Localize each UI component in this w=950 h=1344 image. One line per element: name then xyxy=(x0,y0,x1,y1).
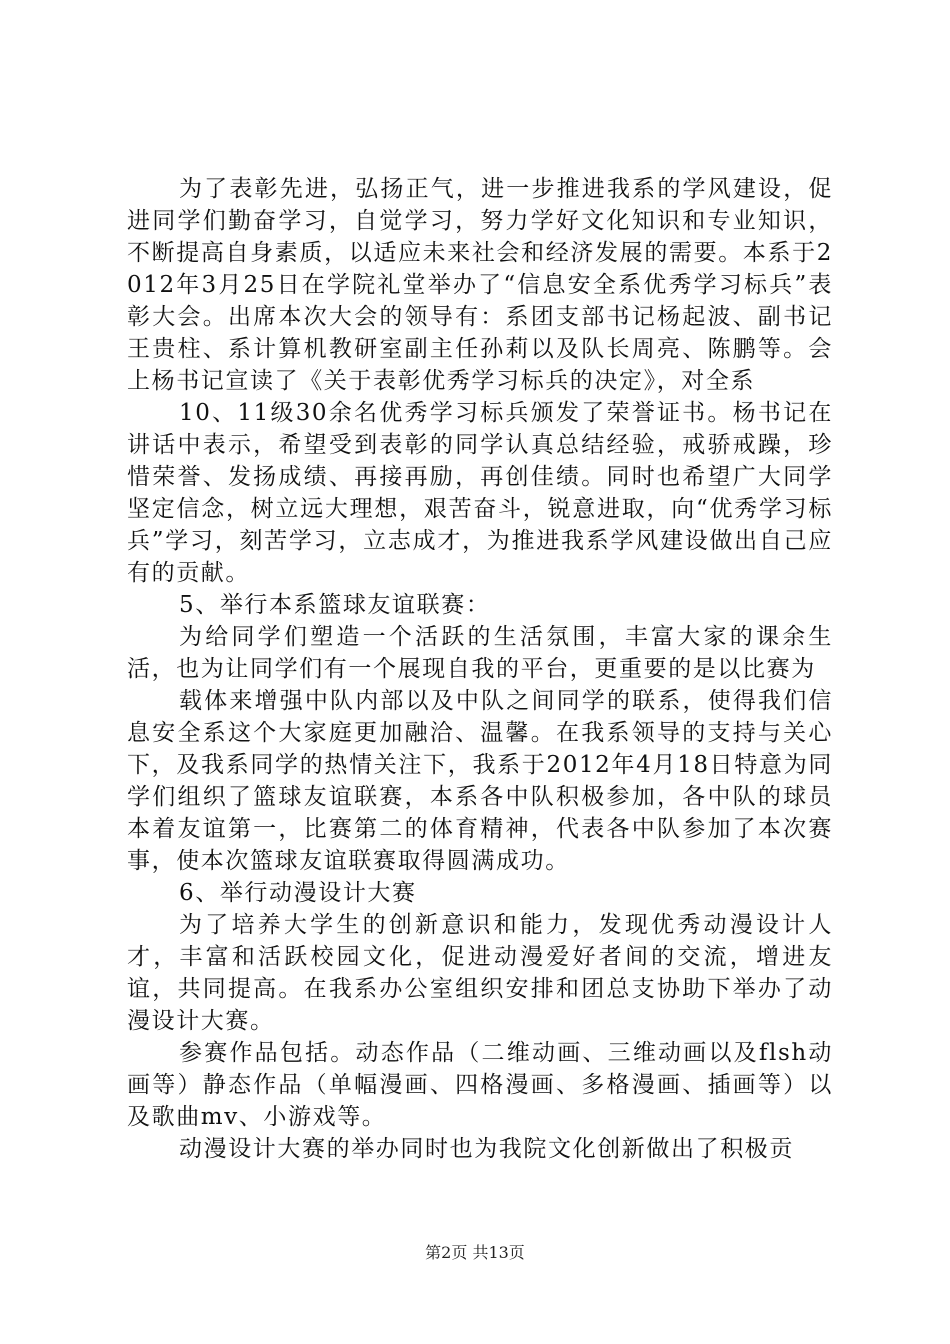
heading-animation-contest: 6、举行动漫设计大赛 xyxy=(179,880,417,906)
paragraph-commendation-certificates: 10、11级30余名优秀学习标兵颁发了荣誉证书。杨书记在讲话中表示，希望受到表彰的同学认真总结经验，戒骄戒躁，珍惜荣誉、发扬成绩、再接再励，再创佳绩。同时也希望广大同学坚定信念，树立远大理想，艰苦奋斗，锐意进取，向“优秀学习标兵”学习，刻苦学习，立志成才，为推进我系学风建设做出自己应有的贡献。 xyxy=(127,400,833,586)
paragraph-animation-contribution: 动漫设计大赛的举办同时也为我院文化创新做出了积极贡 xyxy=(179,1136,794,1162)
paragraph-animation-purpose: 为了培养大学生的创新意识和能力，发现优秀动漫设计人才，丰富和活跃校园文化，促进动漫爱好者间的交流，增进友谊，共同提高。在我系办公室组织安排和团总支协助下举办了动漫设计大赛。 xyxy=(127,912,833,1034)
paragraph-basketball-details: 载体来增强中队内部以及中队之间同学的联系，使得我们信息安全系这个大家庭更加融洽、温馨。在我系领导的支持与关心下，及我系同学的热情关注下，我系于2012年4月18日特意为同学们组织了篮球友谊联赛，本系各中队积极参加，各中队的球员本着友谊第一，比赛第二的体育精神，代表各中队参加了本次赛事，使本次篮球友谊联赛取得圆满成功。 xyxy=(127,688,833,874)
paragraph-animation-entries: 参赛作品包括。动态作品（二维动画、三维动画以及flsh动画等）静态作品（单幅漫画、四格漫画、多格漫画、插画等）以及歌曲mv、小游戏等。 xyxy=(127,1040,833,1130)
paragraph-commendation-intro: 为了表彰先进，弘扬正气，进一步推进我系的学风建设，促进同学们勤奋学习，自觉学习，努力学好文化知识和专业知识，不断提高自身素质，以适应未来社会和经济发展的需要。本系于2012年3月25日在学院礼堂举办了“信息安全系优秀学习标兵”表彰大会。出席本次大会的领导有：系团支部书记杨起波、副书记王贵柱、系计算机教研室副主任孙莉以及队长周亮、陈鹏等。会上杨书记宣读了《关于表彰优秀学习标兵的决定》，对全系 xyxy=(127,176,833,394)
page-footer: 第2页 共13页 xyxy=(425,1243,525,1262)
heading-basketball-league: 5、举行本系篮球友谊联赛： xyxy=(179,592,491,618)
body-text xyxy=(127,173,833,1165)
paragraph-basketball-purpose: 为给同学们塑造一个活跃的生活氛围，丰富大家的课余生活，也为让同学们有一个展现自我的平台，更重要的是以比赛为 xyxy=(127,624,833,682)
